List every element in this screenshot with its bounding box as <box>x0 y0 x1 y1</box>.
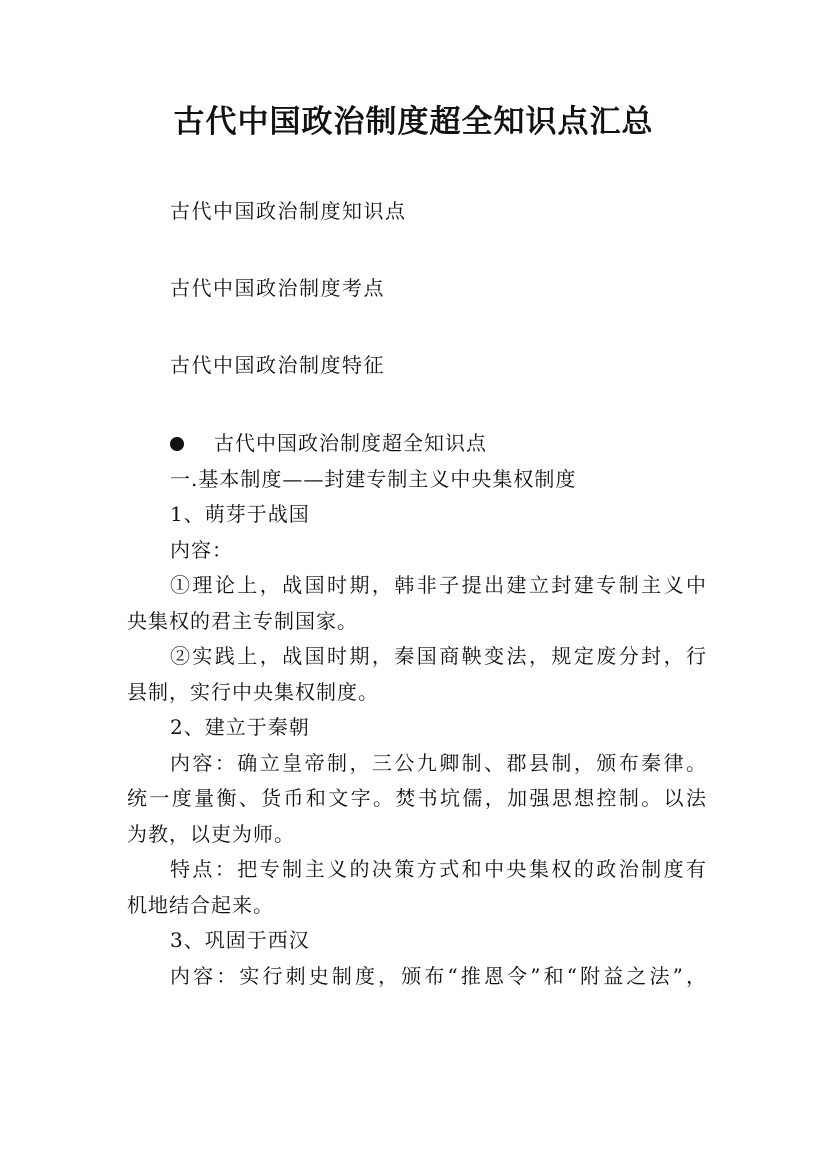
paragraph-line: ②实践上，战国时期，秦国商鞅变法，规定废分封，行 <box>170 644 707 668</box>
point-heading-3: 3、巩固于西汉 <box>170 928 310 952</box>
toc-item-exam-points: 古代中国政治制度考点 <box>170 276 385 300</box>
bullet-heading <box>127 426 707 462</box>
content-label: 内容： <box>170 537 233 562</box>
document-body <box>127 426 707 994</box>
toc-item-knowledge: 古代中国政治制度知识点 <box>170 199 407 223</box>
point-heading-2: 2、建立于秦朝 <box>170 715 310 739</box>
paragraph-line: 内容：实行刺史制度，颁布“推恩令”和“附益之法”， <box>170 963 707 988</box>
section-heading: 一.基本制度——封建专制主义中央集权制度 <box>170 466 577 491</box>
document-title: 古代中国政治制度超全知识点汇总 <box>173 104 654 140</box>
paragraph-line: 央集权的君主专制国家。 <box>127 608 358 633</box>
paragraph-line: 特点：把专制主义的决策方式和中央集权的政治制度有 <box>170 857 707 881</box>
paragraph-line: 为教，以吏为师。 <box>127 821 295 846</box>
point-heading-1: 1、萌芽于战国 <box>170 502 310 526</box>
paragraph-line: 机地结合起来。 <box>127 892 274 917</box>
bullet-dot-icon <box>170 437 184 451</box>
paragraph-line: 统一度量衡、货币和文字。焚书坑儒，加强思想控制。以法 <box>127 786 707 810</box>
toc-item-features: 古代中国政治制度特征 <box>170 353 385 377</box>
paragraph-line: ①理论上，战国时期，韩非子提出建立封建专制主义中 <box>170 573 707 597</box>
paragraph-line: 内容：确立皇帝制，三公九卿制、郡县制，颁布秦律。 <box>170 750 707 775</box>
bullet-heading-text: 古代中国政治制度超全知识点 <box>214 431 487 455</box>
paragraph-line: 县制，实行中央集权制度。 <box>127 679 379 704</box>
